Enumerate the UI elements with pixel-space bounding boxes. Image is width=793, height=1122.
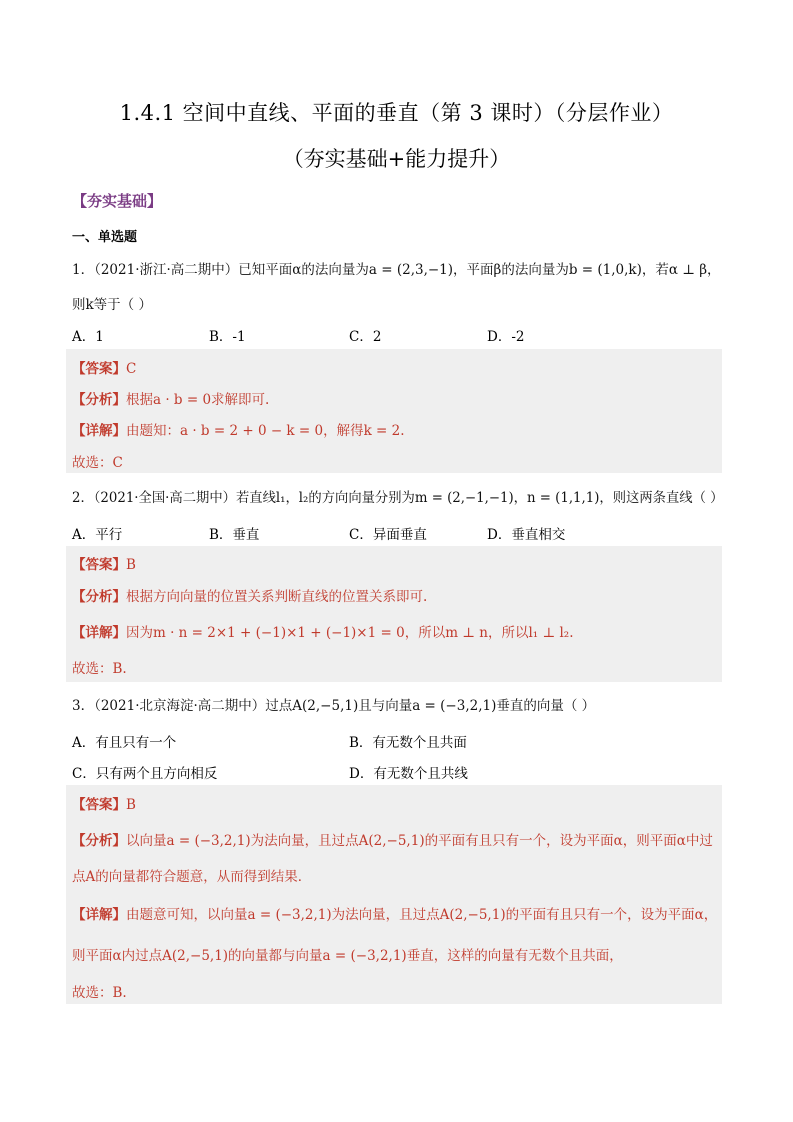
q3-option-b: B．有无数个且共面 xyxy=(349,735,467,751)
q2-detail-tag: 【详解】 xyxy=(72,625,126,641)
q3-answer-value: B xyxy=(126,797,136,813)
q2-detail xyxy=(72,621,574,641)
doc-subtitle: （夯实基础+能力提升） xyxy=(282,147,511,171)
q1-option-a: A．1 xyxy=(72,329,104,345)
q3-analysis-text: 以向量a = (−3,2,1)为法向量，且过点A(2,−5,1)的平面有且只有一个，设为平面α，则平面α中过 xyxy=(126,833,713,849)
q2-detail-text: 因为m · n = 2×1 + (−1)×1 + (−1)×1 = 0，所以m ⊥ n，所以l₁ ⊥ l₂. xyxy=(126,625,574,641)
q2-answer xyxy=(72,553,136,573)
q1-option-d: D．-2 xyxy=(487,329,525,345)
q3-option-c: C．只有两个且方向相反 xyxy=(72,766,218,782)
part-heading: 一、单选题 xyxy=(72,230,138,245)
q1-answer-box xyxy=(66,349,722,473)
q3-answer xyxy=(72,793,136,813)
q2-choose: 故选：B. xyxy=(72,661,127,677)
q3-option-a: A．有且只有一个 xyxy=(72,735,177,751)
q1-answer-value: C xyxy=(126,361,137,377)
q3-detail-line1 xyxy=(72,903,717,923)
q1-analysis-tag: 【分析】 xyxy=(72,392,126,408)
q1-detail-text: 由题知：a · b = 2 + 0 − k = 0，解得k = 2. xyxy=(126,423,405,439)
q2-analysis-tag: 【分析】 xyxy=(72,589,126,605)
q1-detail xyxy=(72,419,405,439)
q1-option-b: B．-1 xyxy=(209,329,246,345)
q3-answer-box xyxy=(66,785,722,1004)
q3-analysis-tag: 【分析】 xyxy=(72,833,126,849)
q1-option-c: C．2 xyxy=(349,329,382,345)
q1-answer xyxy=(72,357,136,377)
q2-answer-box xyxy=(66,546,722,682)
q1-choose: 故选：C xyxy=(72,455,123,471)
q2-option-d: D．垂直相交 xyxy=(487,527,566,543)
q1-stem-line2: 则k等于（ ） xyxy=(72,297,152,313)
q2-answer-tag: 【答案】 xyxy=(72,557,126,573)
q2-option-b: B．垂直 xyxy=(209,527,260,543)
q3-detail-tag: 【详解】 xyxy=(72,907,126,923)
q2-analysis xyxy=(72,585,427,605)
q1-detail-tag: 【详解】 xyxy=(72,423,126,439)
doc-title: 1.4.1 空间中直线、平面的垂直（第 3 课时）（分层作业） xyxy=(119,101,674,125)
q2-analysis-text: 根据方向向量的位置关系判断直线的位置关系即可. xyxy=(126,589,428,605)
q3-choose: 故选：B. xyxy=(72,985,127,1001)
q3-analysis-line2: 点A的向量都符合题意，从而得到结果． xyxy=(72,869,312,885)
q2-answer-value: B xyxy=(126,557,136,573)
q3-answer-tag: 【答案】 xyxy=(72,797,126,813)
q3-analysis-line1 xyxy=(72,829,713,849)
section-tag: 【夯实基础】 xyxy=(72,192,163,210)
q2-option-c: C．异面垂直 xyxy=(349,527,427,543)
q3-detail-text: 由题意可知，以向量a = (−3,2,1)为法向量，且过点A(2,−5,1)的平面有且只有一个，设为平面α， xyxy=(126,907,718,923)
q1-analysis-text: 根据a · b = 0求解即可. xyxy=(126,392,270,408)
q1-stem-line1: 1．（2021·浙江·高二期中）已知平面α的法向量为a = (2,3,−1)，平面β的法向量为b = (1,0,k)，若α ⊥ β， xyxy=(72,262,721,278)
q3-option-d: D．有无数个且共线 xyxy=(349,766,468,782)
q1-answer-tag: 【答案】 xyxy=(72,361,126,377)
q2-option-a: A．平行 xyxy=(72,527,123,543)
q3-detail-line2: 则平面α内过点A(2,−5,1)的向量都与向量a = (−3,2,1)垂直，这样的向量有无数个且共面， xyxy=(72,948,623,964)
q2-stem-line1: 2．（2021·全国·高二期中）若直线l₁，l₂的方向向量分别为m = (2,−1,−1)，n = (1,1,1)，则这两条直线（ ） xyxy=(72,490,724,506)
q1-analysis xyxy=(72,388,269,408)
q3-stem-line1: 3．（2021·北京海淀·高二期中）过点A(2,−5,1)且与向量a = (−3,2,1)垂直的向量（ ） xyxy=(72,698,596,714)
